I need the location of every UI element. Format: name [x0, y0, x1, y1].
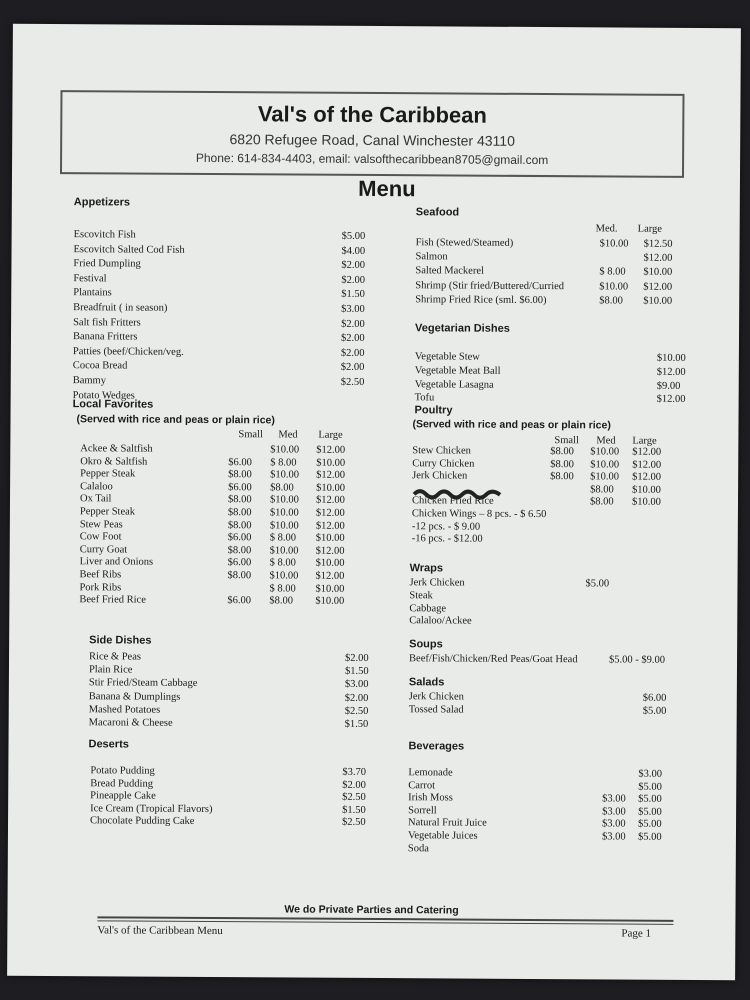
item-price: $8.00 [269, 595, 294, 607]
item-name: Salt fish Fritters [73, 316, 141, 329]
item-price: $10.00 [315, 583, 345, 595]
item-name: Beef/Fish/Chicken/Red Peas/Goat Head [409, 653, 578, 666]
item-price: $10.00 [599, 280, 629, 293]
item-price: $10.00 [316, 457, 346, 469]
item-name: Sorrell [408, 805, 437, 817]
po-col-small: Small [554, 435, 579, 447]
item-name: Shrimp (Stir fried/Buttered/Curried [415, 279, 565, 292]
item-name: Banana & Dumplings [88, 690, 181, 703]
item-price: $3.00 [638, 768, 663, 780]
item-name: Stir Fried/Steam Cabbage [88, 677, 198, 690]
item-price: $3.00 [602, 818, 626, 830]
item-name: Ice Cream (Tropical Flavors) [90, 803, 213, 815]
item-price: $1.50 [344, 666, 369, 678]
item-price: $10.00 [590, 446, 620, 458]
item-name: Curry Chicken [412, 457, 475, 470]
item-price: $10.00 [590, 458, 620, 471]
item-price: $ 8.00 [599, 266, 626, 278]
item-price: $10.00 [315, 532, 345, 545]
item-name: Pork Ribs [79, 581, 122, 594]
item-price: $2.50 [340, 376, 365, 388]
item-name: Macaroni & Cheese [88, 717, 173, 729]
item-price: $12.00 [632, 446, 662, 458]
item-name: Jerk Chicken [409, 577, 465, 589]
item-price: $5.00 [585, 578, 610, 590]
po-col-med: Med [596, 435, 616, 447]
item-price: $10.00 [631, 496, 661, 509]
vegetarian-item [415, 392, 735, 407]
item-name: Fish (Stewed/Steamed) [415, 237, 514, 249]
item-name: Okro & Saltfish [80, 455, 148, 468]
item-price: $12.00 [315, 570, 345, 582]
item-name: Curry Goat [79, 544, 128, 556]
item-name: Ox Tail [79, 493, 112, 505]
item-price: $3.00 [602, 806, 626, 818]
item-price: $12.50 [643, 238, 673, 250]
seafood-item [416, 236, 736, 251]
item-price: $8.00 [228, 469, 252, 481]
catering-note: We do Private Parties and Catering [284, 903, 459, 917]
item-price: $3.00 [602, 793, 626, 805]
item-price: $2.00 [341, 318, 365, 330]
item-price: $12.00 [643, 281, 673, 293]
item-price: $2.00 [341, 259, 366, 272]
item-name: Salmon [415, 251, 448, 263]
item-price: $6.00 [227, 532, 252, 544]
item-price: $2.50 [342, 817, 366, 829]
item-price: $8.00 [550, 446, 574, 458]
salads-title: Salads [408, 676, 445, 689]
item-price: $10.00 [656, 352, 686, 364]
item-name: Bread Pudding [90, 777, 154, 790]
soups-item [409, 652, 729, 667]
item-name: -12 pcs. - $ 9.00 [411, 520, 481, 533]
item-price: $8.00 [227, 519, 252, 531]
item-price: $4.00 [341, 245, 366, 257]
item-name: Stew Chicken [412, 445, 471, 457]
item-name: Fried Dumpling [73, 258, 141, 270]
item-price: $8.00 [227, 494, 252, 506]
item-price: $10.00 [643, 295, 673, 307]
appetizers-item [73, 345, 393, 360]
salads-item [409, 703, 729, 718]
item-name: Mashed Potatoes [88, 704, 161, 716]
item-name: Plain Rice [88, 664, 133, 676]
item-name: Cow Foot [79, 531, 122, 543]
item-price: $2.00 [342, 779, 366, 791]
item-price: $ 8.00 [269, 557, 296, 569]
item-name: Salted Mackerel [415, 265, 484, 278]
item-price: $8.00 [227, 570, 252, 582]
deserts-title: Deserts [88, 738, 129, 751]
item-price: $8.00 [550, 458, 574, 470]
po-col-large: Large [632, 435, 657, 447]
item-name: Vegetable Juices [407, 830, 478, 842]
poultry-title: Poultry [414, 404, 453, 417]
appetizers-item [73, 316, 393, 331]
item-name: Banana Fritters [72, 331, 138, 343]
vegetarian-item [415, 378, 735, 393]
appetizers-item [73, 272, 393, 287]
lf-col-small: Small [238, 429, 263, 441]
item-name: Soda [407, 842, 429, 854]
item-price: $12.00 [643, 252, 673, 265]
item-price: $5.00 [638, 806, 662, 818]
header-box [60, 90, 685, 178]
side-dishes-item [89, 716, 409, 731]
item-name: Pepper Steak [79, 506, 136, 518]
item-price: $8.00 [599, 295, 623, 307]
item-name: Breadfruit ( in season) [73, 302, 168, 314]
seafood-item [415, 279, 735, 294]
item-name: Escovitch Fish [73, 229, 136, 241]
item-price: $5.00 [637, 831, 662, 843]
item-name: Potato Pudding [90, 765, 155, 777]
item-name: Jerk Chicken [412, 470, 468, 482]
item-price: $10.00 [315, 558, 345, 570]
item-name: Potato Wedges [72, 389, 135, 402]
item-name: Beef Fried Rice [79, 594, 146, 606]
appetizers-item [73, 360, 393, 375]
appetizers-item [73, 243, 393, 258]
item-price: $8.00 [550, 471, 574, 483]
item-price: $6.00 [642, 692, 667, 704]
item-name: Jerk Chicken [408, 691, 464, 703]
item-price: $1.50 [342, 804, 366, 816]
item-name: Vegetable Lasagna [414, 378, 494, 391]
item-price: $2.00 [341, 274, 366, 286]
item-price: $6.00 [227, 557, 252, 569]
restaurant-name: Val's of the Caribbean [257, 101, 487, 128]
seafood-item [415, 293, 735, 308]
appetizers-title: Appetizers [73, 196, 131, 209]
local-favorites-title: Local Favorites [72, 398, 154, 411]
scribble-mark [412, 486, 504, 501]
item-name: Festival [73, 272, 107, 285]
item-price: $3.70 [342, 766, 367, 778]
restaurant-contact: Phone: 614-834-4403, email: valsofthecaribbean8705@gmail.com [195, 150, 549, 168]
local-favorites-note: (Served with rice and peas or plain rice) [76, 413, 275, 427]
item-name: Rice & Peas [89, 651, 141, 663]
item-price: $10.00 [599, 238, 629, 250]
item-price: $12.00 [315, 507, 345, 519]
item-name: Vegetable Stew [414, 351, 480, 363]
seafood-item [415, 265, 735, 280]
item-name: Cabbage [409, 602, 447, 615]
item-price: $2.00 [340, 332, 365, 345]
item-name: Shrimp Fried Rice (sml. $6.00) [415, 294, 547, 306]
item-price: $5.00 - $9.00 [609, 654, 666, 666]
item-price: $2.50 [342, 791, 366, 804]
item-price: $5.00 [638, 793, 662, 805]
item-price: $8.00 [590, 484, 614, 496]
item-price: $10.00 [270, 444, 300, 456]
item-price: $6.00 [228, 481, 252, 494]
item-price: $5.00 [638, 781, 662, 793]
menu-title: Menu [358, 175, 416, 202]
item-price: $2.00 [340, 347, 365, 359]
item-price: $10.00 [316, 482, 345, 494]
item-price: $2.50 [344, 705, 369, 717]
item-name: Pineapple Cake [90, 790, 156, 802]
soups-title: Soups [409, 638, 443, 651]
item-price: $1.50 [341, 289, 365, 301]
item-price: $5.00 [341, 230, 366, 242]
item-name: Escovitch Salted Cod Fish [73, 243, 185, 256]
item-name: Pepper Steak [80, 468, 136, 480]
item-price: $12.00 [316, 469, 346, 482]
item-name: Stew Peas [79, 518, 123, 531]
item-name: Chicken Wings – 8 pcs. - $ 6.50 [411, 508, 547, 521]
item-name: Steak [409, 590, 433, 602]
item-price: $12.00 [315, 545, 345, 557]
item-name: Lemonade [408, 767, 453, 779]
item-price: $8.00 [270, 482, 294, 494]
item-name: Cocoa Bread [72, 360, 128, 372]
vegetarian-title: Vegetarian Dishes [415, 322, 510, 335]
item-price: $2.00 [345, 652, 369, 664]
item-name: Tossed Salad [408, 703, 464, 716]
appetizers-item [73, 287, 393, 302]
appetizers-item [73, 330, 393, 345]
lf-col-large: Large [318, 429, 343, 441]
restaurant-address: 6820 Refugee Road, Canal Winchester 43110 [229, 131, 515, 149]
item-name: Calaloo [80, 481, 113, 493]
local-favorites-item [79, 593, 399, 608]
poultry-item [412, 532, 732, 547]
item-price: $12.00 [656, 366, 686, 378]
item-price: $ 8.00 [269, 582, 296, 595]
item-name: Chicken Fried Rice [411, 495, 494, 508]
item-price: $9.00 [656, 380, 681, 392]
deserts-item [90, 815, 410, 830]
item-name: Patties (beef/Chicken/veg. [72, 345, 184, 358]
vegetarian-item [415, 364, 735, 379]
appetizers-item [73, 389, 393, 404]
item-price: $6.00 [227, 595, 252, 607]
lf-col-med: Med [278, 429, 298, 441]
seafood-title: Seafood [415, 206, 460, 219]
sf-col-large: Large [637, 223, 663, 235]
item-price: $5.00 [638, 819, 662, 831]
item-name: Tofu [414, 392, 435, 404]
item-price: $12.00 [316, 444, 346, 456]
appetizers-item [73, 257, 393, 272]
item-price: $10.00 [632, 484, 661, 496]
item-price: $10.00 [643, 267, 673, 279]
item-name: Bammy [72, 375, 107, 387]
poultry-note: (Served with rice and peas or plain rice) [412, 418, 611, 432]
footer-right: Page 1 [621, 927, 652, 940]
menu-paper [7, 24, 741, 980]
item-price: $3.00 [601, 831, 626, 843]
item-price: $12.00 [315, 520, 345, 532]
beverages-item [408, 842, 728, 857]
item-price: $12.00 [656, 394, 686, 406]
item-price: $12.00 [632, 459, 662, 471]
item-name: Vegetable Meat Ball [414, 365, 501, 377]
footer-left: Val's of the Caribbean Menu [97, 924, 223, 938]
item-price: $10.00 [269, 507, 299, 519]
beverages-title: Beverages [408, 740, 465, 753]
side-dishes-title: Side Dishes [89, 634, 152, 647]
item-price: $3.00 [344, 679, 369, 691]
item-price: $10.00 [315, 595, 345, 608]
item-price: $10.00 [269, 519, 299, 532]
item-name: Beef Ribs [79, 569, 122, 581]
item-name: Liver and Onions [79, 556, 154, 569]
seafood-item [415, 250, 735, 265]
item-price: $12.00 [315, 495, 345, 507]
wraps-title: Wraps [409, 562, 444, 575]
item-price: $ 8.00 [269, 532, 297, 544]
item-name: Irish Moss [408, 792, 453, 804]
vegetarian-item [415, 350, 735, 365]
item-name: -16 pcs. - $12.00 [411, 533, 483, 545]
item-price: $8.00 [589, 496, 614, 508]
item-price: $2.00 [344, 692, 369, 704]
appetizers-item [73, 301, 393, 316]
wraps-item [409, 615, 729, 630]
item-price: $8.00 [227, 507, 252, 519]
item-price: $2.00 [340, 362, 365, 374]
item-price: $10.00 [270, 469, 300, 481]
item-name: Ackee & Saltfish [80, 443, 153, 455]
item-price: $3.00 [341, 303, 365, 315]
item-price: $6.00 [228, 456, 252, 468]
item-name: Carrot [408, 779, 436, 791]
item-price: $12.00 [632, 471, 662, 483]
item-name: Natural Fruit Juice [408, 817, 487, 830]
item-price: $5.00 [642, 705, 667, 717]
item-price: $10.00 [590, 471, 620, 483]
item-price: $1.50 [344, 718, 369, 730]
item-name: Calaloo/Ackee [409, 615, 472, 627]
item-price: $10.00 [269, 570, 299, 582]
appetizers-item [74, 228, 394, 243]
item-price: $10.00 [269, 494, 299, 506]
item-name: Chocolate Pudding Cake [90, 815, 195, 828]
item-price: $10.00 [269, 545, 299, 557]
appetizers-item [73, 374, 393, 389]
item-name: Plantains [73, 287, 112, 299]
item-price: $8.00 [227, 544, 252, 557]
item-price: $ 8.00 [270, 456, 297, 469]
sf-col-med: Med. [595, 223, 618, 235]
